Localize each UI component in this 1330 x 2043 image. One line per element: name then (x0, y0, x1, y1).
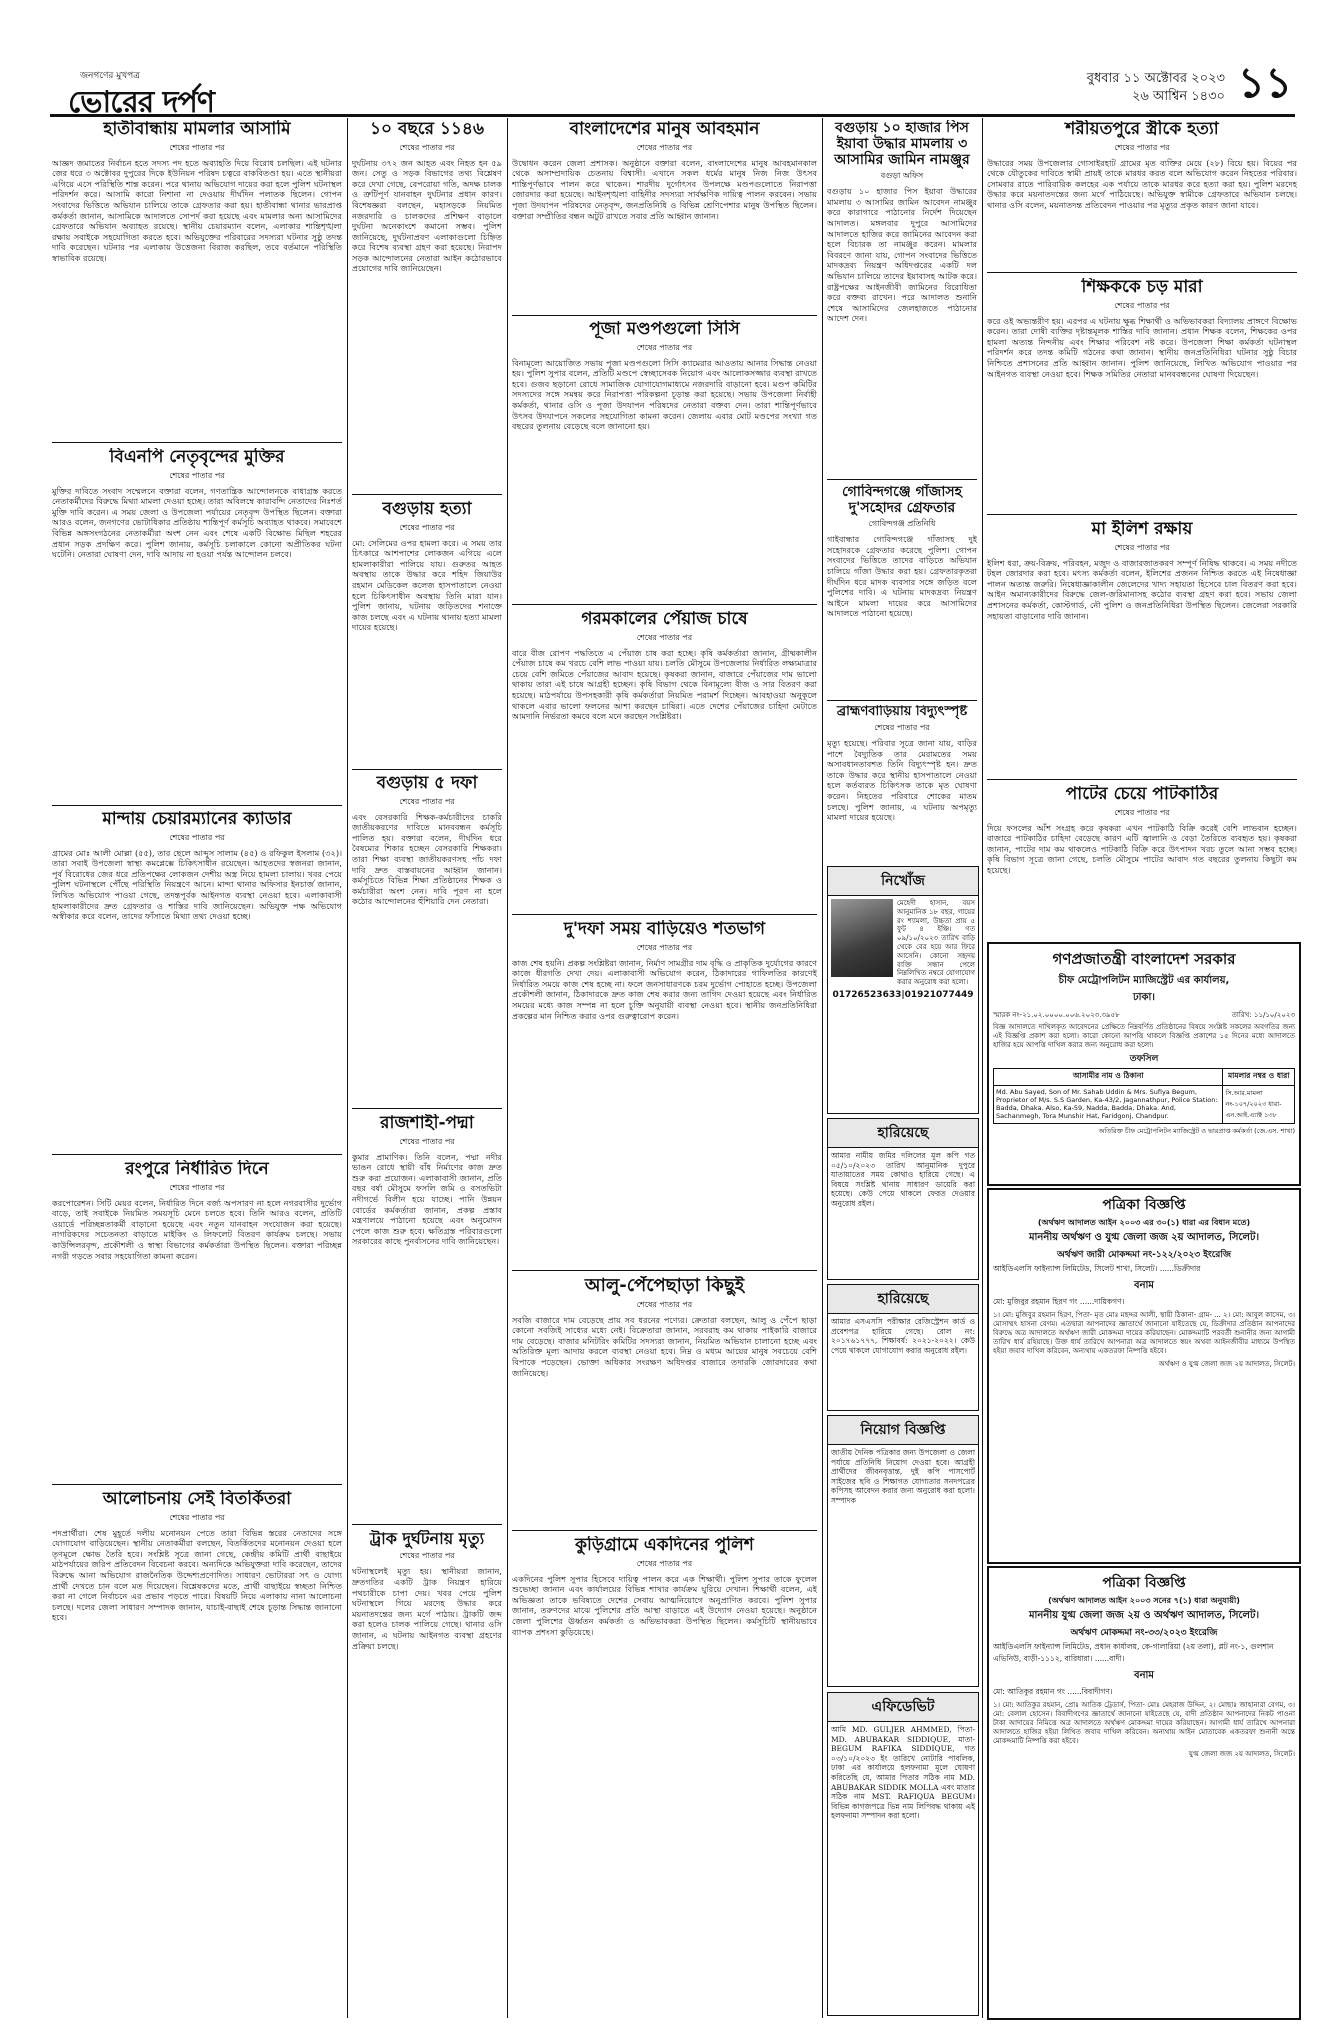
notice-subtitle: (অর্থঋণ আদালত আইন ২০০৩ এর ৩০(১) ধারা এর বিধান মতে) (1037, 1218, 1251, 1227)
article-body: করপোরেশন। সিটি মেয়র বলেন, নির্ধারিত দিনে বর্জ্য অপসারণ না হলে নগরবাসীর দুর্ভোগ বাড়ে, তাই সবাইকে নিয়মিত সময়সূচি মেনে চলতে হবে। তিনি আরও বলেন, প্রতিটি ওয়ার্ডে পরিচ্ছন্নতাকর্মী বাড়ানো হয়েছে এবং নতুন যানবাহন সংযোজন করা হয়েছে। নাগরিকদের সচেতনতা বাড়াতে মাইকিং ও লিফলেট বিতরণ কার্যক্রম চলছে। সভায় কাউন্সিলরবৃন্দ, প্রকৌশলী ও স্বাস্থ্য বিভাগের কর্মকর্তারা উপস্থিত ছিলেন। বক্তারা পরিচ্ছন্ন নগরী গড়তে সবার সহযোগিতা কামনা করেন। (52, 1197, 342, 1261)
divider (52, 805, 342, 806)
article-brahmanbaria (827, 705, 977, 860)
column-rule (507, 118, 508, 2018)
continued-label: শেষের পাতার পর (1114, 807, 1170, 817)
schedule-table (993, 1068, 1295, 1124)
article-bnp (52, 448, 342, 800)
ad-heading: হারিয়েছে (828, 1119, 978, 1148)
divider (987, 272, 1297, 273)
notice-body: বিজ্ঞ আদালতে দাখিলকৃত আবেদনের প্রেক্ষিতে নিম্নবর্ণিত প্রতিষ্ঠানের বিষয়ে সংশ্লিষ্ট সকলের অবগতির জন্য এই বিজ্ঞপ্তি প্রকাশ করা হলো। কারো কোনো আপত্তি থাকলে বিজ্ঞপ্তি প্রকাশের ১৫ দিনের মধ্যে আদালতে হাজির হয়ে আপত্তি দাখিল করার জন্য অনুরোধ করা হলো। (993, 1023, 1295, 1049)
article-rangpur (52, 1160, 342, 1480)
article-body: পদপ্রার্থীরা। শেষ মুহূর্তে দলীয় মনোনয়ন পেতে তারা বিভিন্ন স্তরের নেতাদের সঙ্গে যোগাযোগ বাড়িয়েছেন। স্থানীয় নেতাকর্মীরা বলছেন, বিতর্কিতদের মনোনয়ন দেওয়া হলে তৃণমূলে ক্ষোভ তৈরি হবে। সংশ্লিষ্ট সূত্রে জানা গেছে, কেন্দ্রীয় কমিটি প্রার্থী বাছাইয়ে মাঠপর্যায়ের জরিপ প্রতিবেদন বিবেচনা করবে। অন্যদিকে অভিযুক্তরা দাবি করেছেন, তাদের বিরুদ্ধে আনা অভিযোগ রাজনৈতিক উদ্দেশ্যপ্রণোদিত। সাধারণ ভোটাররা সৎ ও যোগ্য প্রার্থী দেখতে চান বলে মত দিয়েছেন। বিশ্লেষকদের মতে, প্রার্থী বাছাইয়ে স্বচ্ছতা নিশ্চিত করা না গেলে নির্বাচনে এর প্রভাব পড়তে পারে। বিষয়টি নিয়ে এলাকায় নানা আলোচনা চলছে। দলের জেলা সাধারণ সম্পাদক জানান, যাচাই-বাছাই শেষে চূড়ান্ত সিদ্ধান্ত জানানো হবে। (52, 1527, 342, 1623)
memo-number: স্মারক নং-২১.০২.০০০০.০০৬.২০২৩.৩৯৫৮ (993, 1011, 1120, 1019)
masthead (50, 48, 1295, 120)
continued-label: শেষের পাতার পর (169, 142, 225, 152)
headline: ১০ বছরে ১১৪৬ (369, 120, 484, 139)
court-notice-1 (987, 1188, 1301, 1564)
notice-body: ১। মো: মুজিবুর রহমান হিরণ, পিতা- মৃত মোঃ মছদ্দর আলী, স্থায়ী ঠিকানা- গ্রাম- ... ২। মো: আবুল কাসেম, ৩। মোসাম্মৎ হাসনা বেগম। এতদ্বারা আপনাদের জ্ঞাতার্থে জানানো যাইতেছে যে, ডিক্রীদার প্রতিষ্ঠান আপনাদের বিরুদ্ধে অত্র আদালতে অর্থঋণ জারী মোকদ্দমা দায়ের করিয়াছেন। মোকদ্দমাটি পরবর্তী শুনানীর জন্য আগামী তারিখ ধার্য রহিয়াছে। উক্ত ধার্য তারিখে আপনারা অত্র আদালতে স্বয়ং অথবা আইনজীবীর মাধ্যমে উপস্থিত হইয়া জবাব দাখিল করিবেন, অন্যথায় একতরফা নিষ্পত্তি হইবে। (993, 1311, 1295, 1355)
ad-body: আমার এসএসসি পরীক্ষার রেজিস্ট্রেশন কার্ড ও প্রবেশপত্র হারিয়ে গেছে। রোল নং: ২০১৭৬১৭৭৭, শিক্ষাবর্ষ: ২০২১-২০২২। কেউ পেয়ে থাকলে যোগাযোগ করার অনুরোধ রইল। (831, 1317, 975, 1355)
continued-label: শেষের পাতার পর (636, 342, 693, 352)
article-body: মুক্তির দাবিতে সংবাদ সম্মেলনে বক্তারা বলেন, গণতান্ত্রিক আন্দোলনকে বাধাগ্রস্ত করতে নেতাকর্মীদের বিরুদ্ধে মিথ্যা মামলা দেওয়া হচ্ছে। তারা অবিলম্বে কারাবন্দি নেতাদের নিঃশর্ত মুক্তি দাবি করেন। এ সময় জেলা ও উপজেলা পর্যায়ের নেতৃবৃন্দ উপস্থিত ছিলেন। বক্তারা আরও বলেন, জনগণের ভোটাধিকার প্রতিষ্ঠায় শান্তিপূর্ণ কর্মসূচি অব্যাহত থাকবে। সমাবেশে বিভিন্ন অঙ্গসংগঠনের নেতাকর্মীরা অংশ নেন এবং শেষে একটি বিক্ষোভ মিছিল শহরের প্রধান সড়ক প্রদক্ষিণ করে। পুলিশ জানায়, কর্মসূচি চলাকালে কোনো অপ্রীতিকর ঘটনা ঘটেনি। নেতারা ঘোষণা দেন, দাবি আদায় না হওয়া পর্যন্ত আন্দোলন চলবে। (52, 485, 342, 560)
article-body: কুমার প্রামাণিক। তিনি বলেন, পদ্মা নদীর ভাঙন রোধে স্থায়ী বাঁধ নির্মাণের কাজ দ্রুত শুরু করা প্রয়োজন। এলাকাবাসী জানান, প্রতি বছর বর্ষা মৌসুমে ফসলি জমি ও বসতভিটা নদীগর্ভে বিলীন হয়ে যাচ্ছে। পানি উন্নয়ন বোর্ডের কর্মকর্তারা জানান, প্রকল্প প্রস্তাব মন্ত্রণালয়ে পাঠানো হয়েছে এবং অনুমোদন পেলে কাজ শুরু হবে। ক্ষতিগ্রস্ত পরিবারগুলো সরকারের কাছে পুনর্বাসনের দাবি জানিয়েছেন। (352, 1151, 502, 1247)
table-cell: সি.আর.মামলা নং-১০৭/২০২৩ ধারা-এন.আই.এ্যাক্ট ১৩৮ (1223, 1086, 1295, 1124)
article-bogura-murder (352, 500, 502, 765)
masthead-date (1087, 70, 1225, 106)
headline: বগুড়ায় হত্যা (382, 500, 472, 519)
article-double-time (512, 920, 817, 1265)
divider (987, 514, 1297, 515)
headline: বগুড়ায় ১০ হাজার পিস ইয়াবা উদ্ধার মামলায় ৩ আসামির জামিন নামঞ্জুর (834, 120, 970, 169)
divider (52, 1484, 342, 1485)
divider (512, 604, 817, 605)
case-number: অর্থঋণ মোকদ্দমা নং-৩৩/২০২৩ ইংরেজি (1070, 1628, 1218, 1638)
headline: আলোচনায় সেই বিতর্কিতরা (102, 1490, 292, 1509)
continued-label: শেষের পাতার পর (636, 942, 693, 952)
article-shariatpur (987, 120, 1297, 268)
article-body: বারে বীজ রোপণ পদ্ধতিতে এ পেঁয়াজ চাষ করা হচ্ছে। কৃষি কর্মকর্তারা জানান, গ্রীষ্মকালীন পেঁয়াজ চাষে কম খরচে বেশি লাভ পাওয়া যায়। চলতি মৌসুমে উপজেলায় নির্ধারিত লক্ষ্যমাত্রার চেয়ে বেশি জমিতে পেঁয়াজের আবাদ হয়েছে। কৃষকরা জানান, বাজারে পেঁয়াজের দাম ভালো থাকায় তারা এই চাষে আগ্রহী হচ্ছেন। কৃষি বিভাগ থেকে বিনামূল্যে বীজ ও সার বিতরণ করা হয়েছে। মাঠপর্যায়ে উপসহকারী কৃষি কর্মকর্তারা নিয়মিত পরামর্শ দিচ্ছেন। আবহাওয়া অনুকূলে থাকলে এবার ভালো ফলনের আশা করছেন চাষিরা। এতে দেশের পেঁয়াজের চাহিদা মেটাতে আমদানি নির্ভরতা কমবে বলে মনে করছেন সংশ্লিষ্টরা। (512, 647, 817, 722)
article-puja-cc (512, 320, 817, 600)
continued-label: শেষের পাতার পর (169, 1512, 225, 1522)
missing-person-photo (831, 899, 893, 977)
article-truck (352, 1530, 502, 2015)
ad-body: জাতীয় দৈনিক পত্রিকার জন্য উপজেলা ও জেলা পর্যায়ে প্রতিনিধি নিয়োগ দেওয়া হবে। আগ্রহী প্রার্থীদের জীবনবৃত্তান্ত, দুই কপি পাসপোর্ট সাইজের ছবি ও শিক্ষাগত যোগ্যতার সনদপত্রের কপিসহ আবেদন করার জন্য অনুরোধ করা হলো। সম্পাদক (831, 1448, 975, 1505)
schedule-label: তফসিল (1129, 1054, 1159, 1065)
continued-label: শেষের পাতার পর (1114, 142, 1170, 152)
table-header: মামলার নম্বর ও ধারা (1223, 1069, 1295, 1086)
article-mandra (52, 810, 342, 1150)
table-row (994, 1086, 1295, 1124)
defendant: মো: মুজিবুর রহমান হিরণ গং ......দায়িকগণ। (993, 1297, 1125, 1306)
article-hatibandha (52, 120, 342, 438)
continued-label: শেষের পাতার পর (636, 142, 693, 152)
article-body: দিয়ে ফসলের আঁশ সংগ্রহ করে কৃষকরা এখন পাটকাঠি বিক্রি করেই বেশি লাভবান হচ্ছেন। বাজারে পাটকাঠির চাহিদা বেড়েছে কারণ এটি জ্বালানি ও বেড়া তৈরিতে ব্যবহৃত হয়। কৃষকরা জানান, পাটের দাম কম থাকলেও পাটকাঠি বিক্রি করে উৎপাদন খরচ তুলে আনা সম্ভব হচ্ছে। কৃষি বিভাগ সূত্রে জানা গেছে, চলতি মৌসুমে পাটের আবাদ গত বছরের তুলনায় কিছুটা কম হয়েছে। (987, 822, 1297, 875)
headline: ব্রাহ্মণবাড়িয়ায় বিদ্যুৎস্পৃষ্ট (836, 705, 968, 719)
divider (827, 479, 977, 480)
article-bogura-yaba (827, 120, 977, 475)
notice-title: পত্রিকা বিজ্ঞপ্তি (1102, 1575, 1186, 1591)
headline: হাতীবান্ধায় মামলার আসামি (103, 120, 291, 139)
case-number: অর্থঋণ জারী মোকদ্দমা নং-১২২/২০২৩ ইংরেজি (1056, 1250, 1232, 1260)
divider (52, 1154, 342, 1155)
article-ten-years (352, 120, 502, 490)
headline: মা ইলিশ রক্ষায় (1091, 520, 1193, 539)
plaintiff: আইডিএলসি ফাইন্যান্স লিমিটেড, প্রধান কার্যালয়, কে-গালারিয়া (২য় তলা), প্লট নং-১, গুলশান এভিনিউ, বাড়ী-১১১২, বারিধারা। ......বাদী। (993, 1642, 1274, 1663)
ad-heading: এফিডেভিট (828, 1693, 978, 1722)
article-bogura-5 (352, 774, 502, 1104)
article-rajshahi (352, 1114, 502, 1514)
divider (352, 769, 502, 770)
article-body: গাইবান্ধার গোবিন্দগঞ্জে গাঁজাসহ দুই সহোদরকে গ্রেফতার করেছে পুলিশ। গোপন সংবাদের ভিত্তিতে তাদের বাড়িতে অভিযান চালিয়ে গাঁজা উদ্ধার করা হয়। গ্রেফতারকৃতরা দীর্ঘদিন ধরে মাদক ব্যবসার সঙ্গে জড়িত বলে পুলিশের দাবি। এ ঘটনায় মাদকদ্রব্য নিয়ন্ত্রণ আইনে মামলা দায়ের করে আসামিদের আদালতে পাঠানো হয়েছে। (827, 534, 977, 619)
versus-label: বনাম (1134, 1670, 1154, 1681)
article-body: করে ওই অভ্যন্তরীণ হয়। এরপর এ ঘটনায় ক্ষুব্ধ শিক্ষার্থী ও অভিভাবকরা বিদ্যালয় প্রাঙ্গণে বিক্ষোভ করেন। তারা দোষী ব্যক্তির দৃষ্টান্তমূলক শাস্তির দাবি জানান। প্রধান শিক্ষক বলেন, শিক্ষকের ওপর হামলা অত্যন্ত নিন্দনীয় এবং শিক্ষার পরিবেশ নষ্ট করে। উপজেলা শিক্ষা কর্মকর্তা ঘটনাস্থল পরিদর্শন করে তদন্ত কমিটি গঠনের কথা জানান। স্থানীয় জনপ্রতিনিধিরা ঘটনার সুষ্ঠু বিচার নিশ্চিতে প্রশাসনের প্রতি আহ্বান জানান। পুলিশ জানিয়েছে, লিখিত অভিযোগ পাওয়ার পর আইনগত ব্যবস্থা নেওয়া হবে। শিক্ষক সমিতির নেতারা মানববন্ধনের ঘোষণা দিয়েছেন। (987, 315, 1297, 379)
notice-footer: অর্থঋণ ও যুগ্ম জেলা জজ ২য় আদালত, সিলেট। (1158, 1360, 1295, 1368)
notice-footer: যুগ্ম জেলা জজ ২য় আদালত, সিলেট। (1188, 1750, 1295, 1758)
headline: পাটের চেয়ে পাটকাঠির (1065, 785, 1219, 804)
table-header: আসামীর নাম ও ঠিকানা (994, 1069, 1223, 1086)
continued-label: শেষের পাতার পর (1114, 300, 1170, 310)
divider (827, 700, 977, 701)
headline: রংপুরে নির্ধারিত দিনে (125, 1160, 269, 1179)
headline: মান্দায় চেয়ারম্যানের ক্যাডার (102, 810, 292, 829)
column-rule (982, 118, 983, 2018)
divider (52, 442, 342, 443)
headline: গরমকালের পেঁয়াজ চাষে (581, 610, 748, 629)
continued-label: শেষের পাতার পর (1114, 542, 1170, 552)
continued-label: শেষের পাতার পর (874, 722, 930, 732)
divider (987, 779, 1297, 780)
article-bangladesh (512, 120, 817, 310)
headline: দু'দফা সময় বাড়িয়েও শতভাগ (563, 920, 766, 939)
article-body: দুর্ঘটনায় ৩৭২ জন আহত এবং নিহত হন ৫৯ জন। সেতু ও সড়ক বিভাগের তথ্য বিশ্লেষণ করে দেখা গেছে, বেপরোয়া গতি, অদক্ষ চালক ও ত্রুটিপূর্ণ যানবাহন দুর্ঘটনার প্রধান কারণ। বিশেষজ্ঞরা বলছেন, মহাসড়কে নিয়মিত নজরদারি ও চালকদের প্রশিক্ষণ বাড়ালে দুর্ঘটনা অনেকাংশে কমানো সম্ভব। পুলিশ জানিয়েছে, দুর্ঘটনাপ্রবণ এলাকাগুলো চিহ্নিত করে বিশেষ ব্যবস্থা গ্রহণ করা হয়েছে। নিরাপদ সড়ক আন্দোলনের নেতারা আইন কঠোরভাবে প্রয়োগের দাবি জানিয়েছেন। (352, 157, 502, 274)
memo-date: তারিখ: ১১/১০/২০২৩ (1231, 1011, 1295, 1019)
ad-heading: নিখোঁজ (828, 867, 978, 896)
ad-niyog (827, 1415, 979, 1687)
article-alochona (52, 1490, 342, 2015)
headline: বাংলাদেশের মানুষ আবহমান (569, 120, 760, 139)
article-body: গ্রামের মোঃ আলী মোল্লা (৫৫), তার ছেলে আব্দুস সালাম (৪৫) ও রফিকুল ইসলাম (৩২)। তারা সবাই উপজেলা স্বাস্থ্য কমপ্লেক্সে চিকিৎসাধীন রয়েছেন। আহতদের স্বজনরা জানান, পূর্ব বিরোধের জের ধরে প্রতিপক্ষের লোকজন দেশীয় অস্ত্র নিয়ে হামলা চালায়। খবর পেয়ে পুলিশ ঘটনাস্থলে পৌঁছে পরিস্থিতি নিয়ন্ত্রণে আনে। মান্দা থানার অফিসার ইনচার্জ জানান, লিখিত অভিযোগ পাওয়া গেছে, তদন্তপূর্বক আইনগত ব্যবস্থা নেওয়া হবে। এলাকাবাসী হামলাকারীদের দ্রুত গ্রেফতার ও শাস্তির দাবি জানিয়েছেন। অভিযুক্ত পক্ষ অভিযোগ অস্বীকার করে বলেন, তাদের ফাঁসাতে মিথ্যা তথ্য দেওয়া হচ্ছে। (52, 847, 342, 922)
headline: পূজা মণ্ডপগুলো সিসি (589, 320, 740, 339)
continued-label: শেষের পাতার পর (169, 1182, 225, 1192)
ad-body: আমার নামীয় জমির দলিলের মূল কপি গত ০৫/১০/২০২৩ তারিখ আনুমানিক দুপুরে যাতায়াতের সময় কোথাও হারিয়ে গেছে। এ বিষয়ে সংশ্লিষ্ট থানায় সাধারণ ডায়েরি করা হয়েছে। কেউ পেয়ে থাকলে ফেরত দেওয়ার অনুরোধ রইল। (831, 1151, 975, 1208)
ad-heading: নিয়োগ বিজ্ঞপ্তি (828, 1416, 978, 1445)
headline: কুড়িগ্রামে একদিনের পুলিশ (575, 1536, 754, 1555)
continued-label: শেষের পাতার পর (399, 1551, 455, 1561)
article-body: আজ্ঞদ জমাতের নির্বাচন হতে সদস্য পদ হতে অব্যাহতি দিয়ে বিরোধ চলছিল। এই ঘটনার জের ধরে ৩ অক্টোবর দুপুরের দিকে ইউনিয়ন পরিষদ চত্বরে বাকবিতণ্ডা হয়। এতে স্থানীয়রা এগিয়ে এসে পরিস্থিতি শান্ত করেন। পরে থানায় অভিযোগ দায়ের করা হলে পুলিশ ঘটনাস্থল পরিদর্শন করে। আসামি কারো নিশানা না দেওয়ায় দীর্ঘদিন পলাতক ছিলেন। গোপন সংবাদের ভিত্তিতে অভিযান চালিয়ে তাকে গ্রেফতার করা হয়। হাতীবান্ধা থানার ভারপ্রাপ্ত কর্মকর্তা জানান, আসামিকে আদালতে সোপর্দ করা হয়েছে এবং মামলার অন্য আসামিদের গ্রেফতারে অভিযান অব্যাহত রয়েছে। স্থানীয় চেয়ারম্যান বলেন, এলাকার শান্তিশৃঙ্খলা রক্ষায় সবাইকে সহযোগিতা করতে হবে। অভিযুক্তের পরিবারের সদস্যরা ঘটনার সুষ্ঠু তদন্ত দাবি করেছেন। ঘটনার পর এলাকায় উত্তেজনা বিরাজ করছিল, তবে বর্তমানে পরিস্থিতি স্বাভাবিক রয়েছে। (52, 157, 342, 263)
article-body: মৃত্যু হয়েছে। পরিবার সূত্রে জানা যায়, বাড়ির পাশে বৈদ্যুতিক তার মেরামতের সময় অসাবধানতাবশত তিনি বিদ্যুৎস্পৃষ্ট হন। দ্রুত তাকে উদ্ধার করে স্থানীয় হাসপাতালে নেওয়া হলে কর্তব্যরত চিকিৎসক তাকে মৃত ঘোষণা করেন। নিহতের পরিবারে শোকের মাতম চলছে। পুলিশ জানায়, এ ঘটনায় অপমৃত্যু মামলা দায়ের হয়েছে। (827, 737, 977, 823)
divider (512, 914, 817, 915)
notice-subtitle: (অর্থঋণ আদালত আইন ২০০৩ সনের ৭(১) ধারা অনুযায়ী) (1048, 1596, 1240, 1605)
article-body: কাজ শেষ হয়নি। প্রকল্প সংশ্লিষ্টরা জানান, নির্মাণ সামগ্রীর দাম বৃদ্ধি ও প্রাকৃতিক দুর্যোগের কারণে কাজে ধীরগতি দেখা দেয়। এলাকাবাসী অভিযোগ করেন, ঠিকাদারের গাফিলতির কারণেই নির্ধারিত সময়ে কাজ শেষ হচ্ছে না। ফলে জনসাধারণকে চরম দুর্ভোগ পোহাতে হচ্ছে। উপজেলা প্রকৌশলী জানান, ঠিকাদারকে দ্রুত কাজ শেষ করার জন্য তাগিদ দেওয়া হয়েছে এবং নির্ধারিত সময়ের মধ্যে কাজ সম্পন্ন না হলে চুক্তি অনুযায়ী ব্যবস্থা নেওয়া হবে। স্থানীয় জনপ্রতিনিধিরা প্রকল্পের মান নিশ্চিত করার ওপর গুরুত্বারোপ করেন। (512, 957, 817, 1021)
divider (352, 1108, 502, 1109)
continued-label: শেষের পাতার পর (169, 470, 225, 480)
masthead-tagline: জনগণের মুখপত্র (80, 71, 140, 81)
ad-hariyeche-1 (827, 1118, 979, 1280)
divider (512, 1530, 817, 1531)
article-body: ইলিশ ধরা, ক্রয়-বিক্রয়, পরিবহন, মজুদ ও বাজারজাতকরণ সম্পূর্ণ নিষিদ্ধ থাকবে। এ সময় নদীতে টহল জোরদার করা হবে। মৎস্য কর্মকর্তা বলেন, ইলিশের প্রজনন নিশ্চিত করতে এই নিষেধাজ্ঞা পালন অত্যন্ত জরুরি। নিষেধাজ্ঞাকালীন জেলেদের খাদ্য সহায়তা হিসেবে চাল বিতরণ করা হবে। আইন অমান্যকারীদের বিরুদ্ধে জেল-জরিমানাসহ কঠোর ব্যবস্থা গ্রহণ করা হবে। সভায় জেলা প্রশাসনের কর্মকর্তা, কোস্টগার্ড, নৌ পুলিশ ও জনপ্রতিনিধিরা উপস্থিত ছিলেন। জেলেরা সরকারি সহায়তা বাড়ানোর দাবি জানান। (987, 557, 1297, 621)
continued-label: শেষের পাতার পর (399, 1136, 455, 1146)
plaintiff: আইডিএলসি ফাইন্যান্স লিমিটেড, সিলেট শাখা, সিলেট। ......ডিক্রীদার (993, 1264, 1201, 1273)
notice-title: পত্রিকা বিজ্ঞপ্তি (1102, 1197, 1186, 1213)
article-body: সবজি বাজারে দাম বেড়েছে প্রায় সব ধরনের পণ্যের। ক্রেতারা বলছেন, আলু ও পেঁপে ছাড়া কোনো সবজিই সাধ্যের মধ্যে নেই। বিক্রেতারা জানান, সরবরাহ কম থাকায় পাইকারি বাজারে দাম বেড়েছে। বাজার মনিটরিং কমিটির সদস্যরা জানান, নিয়মিত অভিযান চালানো হচ্ছে এবং অতিরিক্ত মূল্য আদায় করলে ব্যবস্থা নেওয়া হবে। নিম্ন ও মধ্যম আয়ের মানুষ সবচেয়ে বেশি বিপাকে পড়েছেন। ভোক্তা অধিকার সংরক্ষণ অধিদপ্তর বাজারে তদারকি জোরদারের কথা জানিয়েছে। (512, 1314, 817, 1378)
article-body: উদ্বোধন করেন জেলা প্রশাসক। অনুষ্ঠানে বক্তারা বলেন, বাংলাদেশের মানুষ আবহমানকাল থেকে অসাম্প্রদায়িক চেতনায় বিশ্বাসী। এখানে সকল ধর্মের মানুষ নিজ নিজ উৎসব শান্তিপূর্ণভাবে পালন করে থাকেন। শারদীয় দুর্গোৎসব উপলক্ষে মণ্ডপগুলোতে নিরাপত্তা জোরদার করা হয়েছে। আইনশৃঙ্খলা বাহিনীর সদস্যরা সার্বক্ষণিক দায়িত্ব পালন করবেন। সভায় পূজা উদযাপন পরিষদের নেতৃবৃন্দ, জনপ্রতিনিধি ও বিভিন্ন শ্রেণিপেশার মানুষ উপস্থিত ছিলেন। বক্তারা সম্প্রীতির বন্ধন অটুট রাখতে সবার প্রতি আহ্বান জানান। (512, 157, 817, 221)
article-onion (512, 610, 817, 910)
continued-label: শেষের পাতার পর (399, 142, 455, 152)
court-notice-2 (987, 1566, 1301, 2020)
article-body: উদ্ধারের সময় উপজেলার গোসাইরহাট গ্রামের মৃত ব্যক্তির মেয়ে (২৮) বিয়ে হয়। বিয়ের পর থেকে যৌতুকের দাবিতে স্বামী প্রায়ই তাকে মারধর করত বলে অভিযোগ করেন নিহতের পরিবার। সোমবার রাতে পারিবারিক কলহের এক পর্যায়ে তাকে মারধর করে হত্যা করা হয়। পুলিশ মরদেহ উদ্ধার করে ময়নাতদন্তের জন্য মর্গে পাঠিয়েছে। অভিযুক্ত স্বামীকে গ্রেফতারে অভিযান চলছে। থানার ওসি বলেন, ময়নাতদন্ত প্রতিবেদন পাওয়ার পর মৃত্যুর প্রকৃত কারণ জানা যাবে। (987, 157, 1297, 210)
newspaper-name: ভোরের দর্পণ (68, 85, 214, 120)
table-cell: Md. Abu Sayed, Son of Mr. Sahab Uddin & Mrs. Sufiya Begum, Proprietor of M/s. S.S Garden, Ka-43/2, Jagannathpur, Police Station: Badda, Dhaka. Also, Ka-59, Nadda, Badda, Dhaka. And, Sachanmegh, Tora Munshir Hat, Faridgonj, Chandpur. (994, 1086, 1223, 1124)
divider (352, 494, 502, 495)
article-body: মো: সেলিমের ওপর হামলা করে। এ সময় তার চিৎকারে আশপাশের লোকজন এগিয়ে এলে হামলাকারীরা পালিয়ে যায়। গুরুতর আহত অবস্থায় তাকে উদ্ধার করে শহিদ জিয়াউর রহমান মেডিকেল কলেজ হাসপাতালে নেওয়া হলে চিকিৎসাধীন অবস্থায় তিনি মারা যান। পুলিশ জানায়, ঘটনায় জড়িতদের শনাক্তে কাজ চলছে এবং এ ঘটনায় থানায় হত্যা মামলা দায়ের হয়েছে। (352, 537, 502, 633)
ad-body: আমি MD. GULJER AHMMED, পিতা- MD. ABUBAKAR SIDDIQUE, মাতা- BEGUM RAFIKA SIDDIQUE, গত ০৩/১০/২০২৩ ইং তারিখে নোটারি পাবলিক, ঢাকা এর কার্যালয়ে হলফনামা মূলে ঘোষণা করিতেছি যে, আমার পিতার সঠিক নাম MD. ABUBAKAR SIDDIK MOLLA এবং মাতার সঠিক নাম MST. RAFIQUA BEGUM। বিভিন্ন কাগজপত্রে ভিন্ন নাম লিপিবদ্ধ থাকায় এই হলফনামা সম্পাদন করা হলো। (831, 1725, 975, 1821)
byline: গোবিন্দগঞ্জ প্রতিনিধি (868, 519, 936, 529)
continued-label: শেষের পাতার পর (636, 1558, 693, 1568)
ad-hariyeche-2 (827, 1284, 979, 1411)
headline: আলু-পেঁপেছাড়া কিছুই (584, 1276, 745, 1296)
continued-label: শেষের পাতার পর (399, 522, 455, 532)
notice-body: ১। মো: আতিকুর রহমান, প্রোঃ আতিক ট্রেডার্স, পিতা- মোঃ মেহরাজ উদ্দিন, ২। মোছাঃ জাহানারা বেগম, ৩। মো: বেলাল হোসেন। বিবাদীগণের জ্ঞাতার্থে জানানো যাইতেছে যে, বাদী প্রতিষ্ঠান আপনাদের নিকট পাওনা টাকা আদায়ের নিমিত্তে অত্র আদালতে অর্থঋণ মোকদ্দমা দায়ের করিয়াছেন। আগামী ধার্য তারিখে আপনারা আদালতে হাজির হইয়া লিখিত জবাব দাখিল করিবেন। অন্যথায় আইন মোতাবেক একতরফা শুনানী অন্তে মোকদ্দমাটি নিষ্পত্তি করা হইবে। (993, 1701, 1295, 1745)
article-teacher (987, 278, 1297, 510)
notice-subtitle: চীফ মেট্রোপলিটন ম্যাজিস্ট্রেট এর কার্যালয়, (1058, 975, 1230, 986)
headline: বগুড়ায় ৫ দফা (376, 774, 478, 793)
court-name: মাননীয় যুগ্ম জেলা জজ ২য় ও অর্থঋণ আদালত, সিলেট। (1028, 1610, 1260, 1621)
column-rule (347, 118, 348, 2018)
article-jute (987, 785, 1297, 935)
notice-title: গণপ্রজাতন্ত্রী বাংলাদেশ সরকার (1052, 950, 1236, 968)
ad-nikhonj (827, 866, 979, 1114)
court-name: মাননীয় অর্থঋণ ও যুগ্ম জেলা জজ ২য় আদালত, সিলেট। (1028, 1232, 1260, 1243)
notice-signature: অতিরিক্ত চীফ মেট্রোপলিটন ম্যাজিস্ট্রেট ও ভারপ্রাপ্ত কর্মকর্তা (জে.এস. শাখা) (1098, 1127, 1295, 1136)
headline: রাজশাহী-পদ্মা (380, 1114, 474, 1133)
date-bengali: ২৬ আশ্বিন ১৪৩০ (1131, 89, 1225, 104)
ad-affidavit (827, 1692, 979, 2016)
divider (512, 315, 817, 316)
gov-notice (987, 942, 1301, 1186)
article-gobindaganj (827, 484, 977, 696)
defendant: মো: আতিকুর রহমান গং ......বিবাদীগণ। (993, 1687, 1113, 1696)
date-gregorian: বুধবার ১১ অক্টোবর ২০২৩ (1086, 71, 1225, 86)
headline: শরীয়তপুরে স্ত্রীকে হত্যা (1065, 120, 1219, 139)
contact-phone: 01726523633|01921077449 (832, 989, 974, 1000)
byline: বগুড়া অফিস (880, 171, 924, 181)
continued-label: শেষের পাতার পর (636, 632, 693, 642)
notice-place: ঢাকা। (1132, 992, 1156, 1003)
continued-label: শেষের পাতার পর (399, 796, 455, 806)
versus-label: বনাম (1134, 1280, 1154, 1291)
headline: গোবিন্দগঞ্জে গাঁজাসহ দু'সহোদর গ্রেফতার (841, 484, 962, 517)
article-body: ঘটনাস্থলেই মৃত্যু হয়। স্থানীয়রা জানান, দ্রুতগতির একটি ট্রাক নিয়ন্ত্রণ হারিয়ে পথচারীকে চাপা দেয়। খবর পেয়ে পুলিশ ঘটনাস্থলে গিয়ে মরদেহ উদ্ধার করে ময়নাতদন্তের জন্য মর্গে পাঠায়। ট্রাকটি জব্দ করা হলেও চালক পালিয়ে গেছে। থানার ওসি জানান, এ ঘটনায় আইনগত ব্যবস্থা গ্রহণের প্রক্রিয়া চলছে। (352, 1566, 502, 1651)
column-rule (822, 118, 823, 2018)
article-body: এবং বেসরকারি শিক্ষক-কর্মচারীদের চাকরি জাতীয়করণের দাবিতে মানববন্ধন কর্মসূচি পালিত হয়। বক্তারা বলেন, দীর্ঘদিন ধরে বৈষম্যের শিকার হচ্ছেন বেসরকারি শিক্ষকরা। তারা শিক্ষা ব্যবস্থা জাতীয়করণসহ পাঁচ দফা দাবি দ্রুত বাস্তবায়নের আহ্বান জানান। কর্মসূচিতে বিভিন্ন শিক্ষা প্রতিষ্ঠানের শিক্ষক ও কর্মচারীরা অংশ নেন। দাবি পূরণ না হলে কঠোর আন্দোলনের হুঁশিয়ারি দেন নেতারা। (352, 811, 502, 907)
article-alu (512, 1276, 817, 1526)
continued-label: শেষের পাতার পর (169, 832, 225, 842)
headline: শিক্ষককে চড় মারা (1081, 278, 1203, 297)
article-body: বগুড়ায় ১০ হাজার পিস ইয়াবা উদ্ধারের মামলায় ৩ আসামির জামিন আবেদন নামঞ্জুর করে কারাগারে পাঠানোর নির্দেশ দিয়েছেন আদালত। মঙ্গলবার দুপুরে আসামিদের আদালতে হাজির করে জামিনের আবেদন করা হলে বিচারক তা নামঞ্জুর করেন। মামলার বিবরণে জানা যায়, গোপন সংবাদের ভিত্তিতে মাদকদ্রব্য নিয়ন্ত্রণ অধিদপ্তরের একটি দল অভিযান চালিয়ে তাদের ইয়াবাসহ আটক করে। রাষ্ট্রপক্ষের আইনজীবী জামিনের বিরোধিতা করে বক্তব্য রাখেন। পরে আদালত শুনানি শেষে আসামিদের জেলহাজতে পাঠানোর আদেশ দেন। (827, 186, 977, 324)
ad-heading: হারিয়েছে (828, 1285, 978, 1314)
page-number: ১১ (1237, 58, 1293, 107)
article-body: বিনামূল্যে আয়োজিত সভায় পূজা মণ্ডপগুলো সিসি ক্যামেরার আওতায় আনার সিদ্ধান্ত নেওয়া হয়। পুলিশ সুপার বলেন, প্রতিটি মণ্ডপে স্বেচ্ছাসেবক নিয়োগ এবং আলোকসজ্জার ব্যবস্থা রাখতে হবে। গুজব ছড়ানো রোধে সামাজিক যোগাযোগমাধ্যমে নজরদারি বাড়ানো হবে। মণ্ডপ কমিটির সদস্যদের সঙ্গে সমন্বয় করে নিরাপত্তা পরিকল্পনা চূড়ান্ত করা হয়েছে। সভায় উপজেলা নির্বাহী কর্মকর্তা, থানার ওসি ও পূজা উদযাপন পরিষদের নেতারা বক্তব্য দেন। তারা শান্তিপূর্ণভাবে উৎসব উদযাপনে সকলের সহযোগিতা কামনা করেন। জেলায় এবার মোট মণ্ডপের সংখ্যা গত বছরের তুলনায় বেড়েছে বলে জানানো হয়। (512, 357, 817, 432)
article-body: একদিনের পুলিশ সুপার হিসেবে দায়িত্ব পালন করে এক শিক্ষার্থী। পুলিশ সুপার তাকে ফুলেল শুভেচ্ছা জানান এবং কার্যালয়ের বিভিন্ন শাখার কার্যক্রম ঘুরিয়ে দেখান। শিক্ষার্থী বলেন, এই অভিজ্ঞতা তাকে ভবিষ্যতে দেশের সেবায় আত্মনিয়োগে অনুপ্রাণিত করবে। পুলিশ সুপার জানান, তরুণদের মাঝে পুলিশের প্রতি আস্থা বাড়াতে এই উদ্যোগ নেওয়া হয়েছে। অনুষ্ঠানে জেলা পুলিশের ঊর্ধ্বতন কর্মকর্তা ও অভিভাবকরা উপস্থিত ছিলেন। কর্মসূচিটি স্থানীয়ভাবে ব্যাপক প্রশংসা কুড়িয়েছে। (512, 1573, 817, 1637)
divider (352, 1524, 502, 1525)
headline: ট্রাক দুর্ঘটনায় মৃত্যু (369, 1530, 485, 1548)
article-kurigram (512, 1536, 817, 2016)
article-ilish (987, 520, 1297, 775)
ad-body: মেহেদী হাসান, বয়স আনুমানিক ১৮ বছর, গায়ের রং শ্যামলা, উচ্চতা প্রায় ৫ ফুট ৪ ইঞ্চি। গত ০৯/১০/২০২৩ তারিখ বাড়ি থেকে বের হয়ে আর ফিরে আসেনি। কোনো সহৃদয় ব্যক্তি সন্ধান পেলে নিম্নলিখিত নম্বরে যোগাযোগ করার অনুরোধ করা হলো। (897, 899, 975, 987)
divider (512, 1270, 817, 1271)
continued-label: শেষের পাতার পর (636, 1299, 693, 1309)
headline: বিএনপি নেতৃবৃন্দের মুক্তির (109, 448, 285, 467)
